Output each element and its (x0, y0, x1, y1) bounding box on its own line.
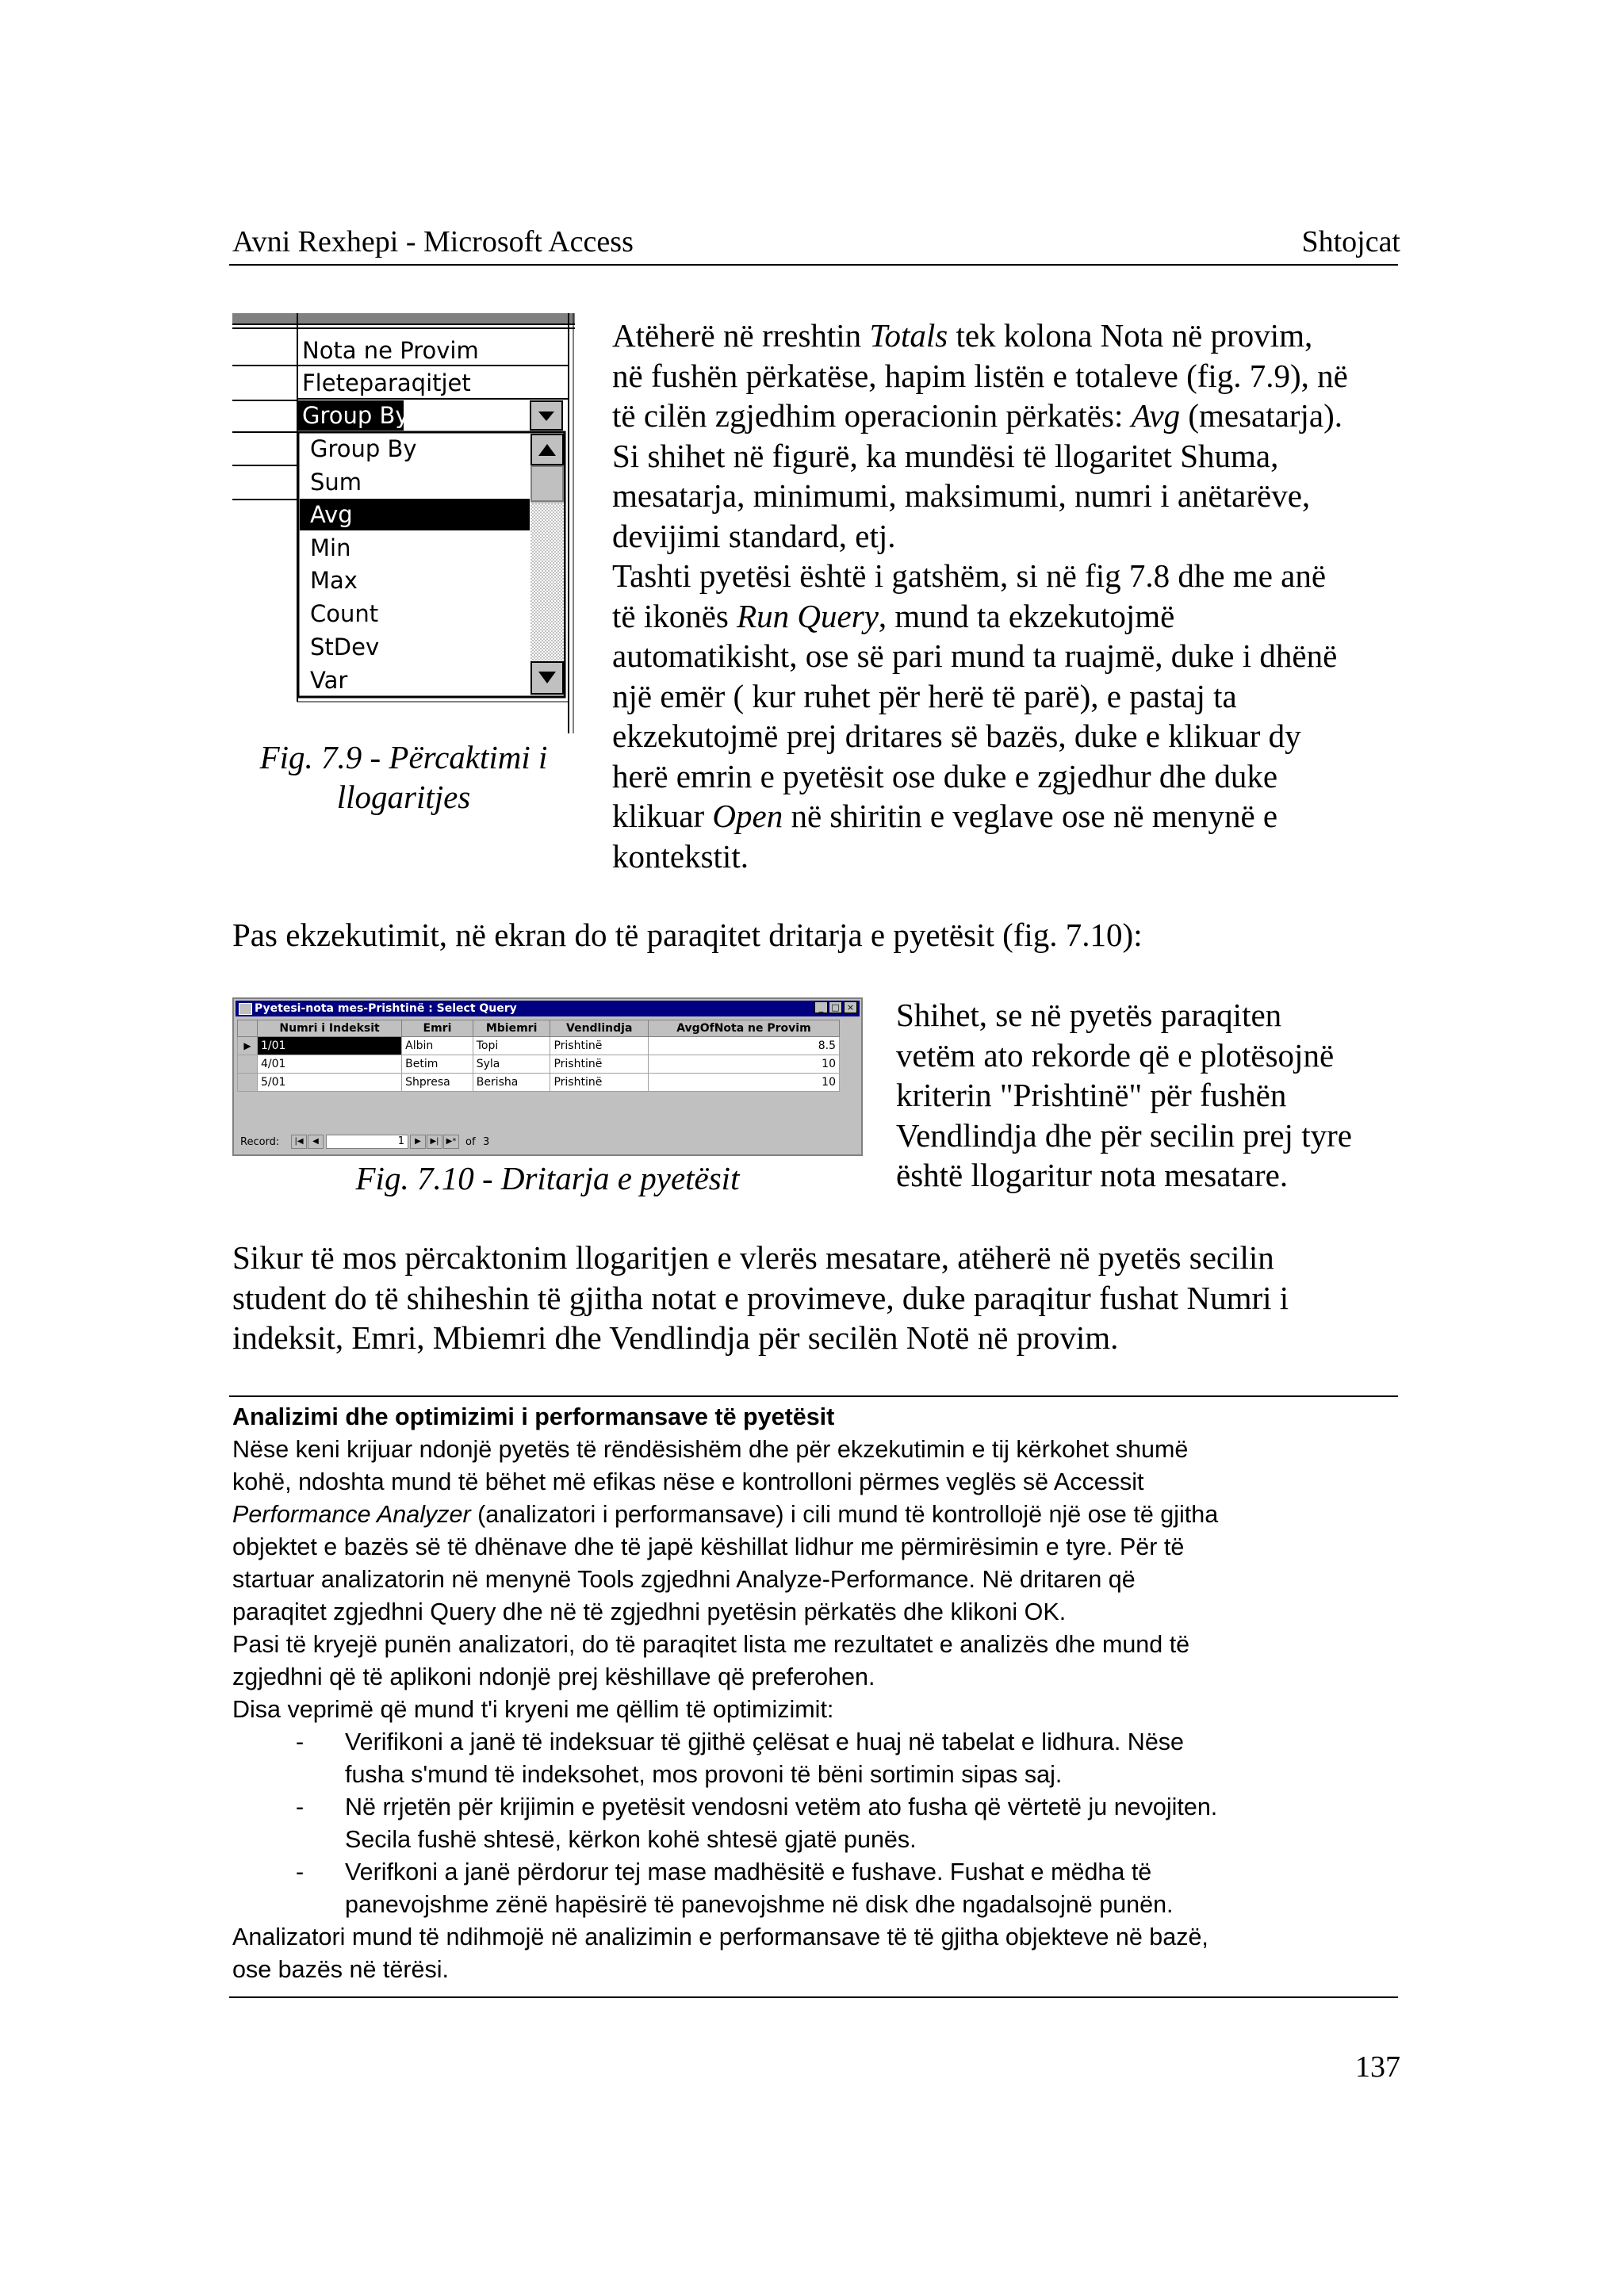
totals-option[interactable]: Sum (310, 469, 362, 496)
minimize-button[interactable]: _ (814, 1001, 828, 1013)
box-closing-paragraph (232, 1921, 1398, 1986)
record-of-label: of (465, 1136, 476, 1148)
figure-7-10-caption: Fig. 7.10 - Dritarja e pyetësit (355, 1160, 740, 1196)
bullet-item (232, 1856, 1398, 1921)
box-line: Pasi të kryejë punën analizatori, do të paraqitet lista me rezultatet e analizës dhe mund të (232, 1631, 1190, 1658)
totals-option[interactable]: Var (310, 667, 348, 694)
paragraph-line: Si shihet në figurë, ka mundësi të llogaritet Shuma, (612, 437, 1279, 474)
box-bottom-rule (229, 1996, 1398, 1998)
paragraph-line: ekzekutojmë prej dritares së bazës, duke e klikuar dy (612, 718, 1301, 754)
totals-option[interactable]: Min (310, 534, 351, 561)
empty-cell (258, 1092, 402, 1110)
empty-cell (473, 1092, 550, 1110)
table-cell[interactable]: Syla (473, 1055, 550, 1074)
column-header[interactable]: Vendlindja (550, 1020, 648, 1037)
totals-option[interactable]: Count (310, 600, 379, 627)
paragraph-line: të cilën zgjedhim operacionin përkatës: Avg (mesatarja). (612, 397, 1342, 434)
paragraph-line: në fushën përkatëse, hapim listën e totaleve (fig. 7.9), në (612, 357, 1348, 394)
sikur-paragraph (232, 1238, 1406, 1358)
paragraph-line: Sikur të mos përcaktonim llogaritjen e vlerës mesatare, atëherë në pyetës secilin (232, 1239, 1274, 1276)
bullet-line: Në rrjetën për krijimin e pyetësit vendosni vetëm ato fusha që vërtetë ju nevojiten. (345, 1793, 1218, 1820)
paragraph-line: indeksit, Emri, Mbiemri dhe Vendlindja për secilën Notë në provim. (232, 1319, 1119, 1356)
grid-field-fleteparaqitjet: Fleteparaqitjet (302, 369, 471, 396)
column-header[interactable]: Mbiemri (473, 1020, 550, 1037)
record-label: Record: (240, 1136, 280, 1148)
last-record-button[interactable]: ▶| (427, 1135, 442, 1149)
italic-term: Open (712, 798, 783, 834)
close-button[interactable]: × (844, 1001, 857, 1013)
box-bullet-list (232, 1726, 1398, 1921)
running-header-right: Shtojcat (1301, 225, 1400, 258)
table-cell[interactable]: Berisha (473, 1074, 550, 1092)
empty-row (238, 1092, 840, 1110)
next-record-button[interactable]: ▶ (410, 1135, 426, 1149)
table-cell[interactable]: Betim (402, 1055, 473, 1074)
box-line: ose bazës në tërësi. (232, 1956, 449, 1983)
table-row[interactable] (238, 1037, 840, 1055)
previous-record-button[interactable]: ◀ (308, 1135, 324, 1149)
table-cell[interactable]: Prishtinë (550, 1074, 648, 1092)
bullet-line: Secila fushë shtesë, kërkon kohë shtesë gjatë punës. (345, 1826, 917, 1853)
figure-7-10-side-text (896, 995, 1419, 1196)
figure-7-10-query-window (232, 997, 863, 1156)
paragraph-line: Atëherë në rreshtin Totals tek kolona Nota në provim, (612, 317, 1313, 354)
italic-term: Totals (869, 317, 948, 354)
totals-option[interactable]: Group By (310, 435, 417, 462)
box-line: Disa veprimë që mund t'i kryeni me qëllim të optimizimit: (232, 1696, 834, 1723)
empty-cell (402, 1110, 473, 1128)
paragraph-line: Tashti pyetësi është i gatshëm, si në fig 7.8 dhe me anë (612, 557, 1327, 594)
table-cell[interactable]: 10 (648, 1074, 839, 1092)
first-record-button[interactable]: |◀ (291, 1135, 307, 1149)
table-row[interactable] (238, 1055, 840, 1074)
bullet-line: panevojshme zënë hapësirë të panevojshme në disk dhe ngadalsojnë punën. (345, 1891, 1174, 1918)
record-total: 3 (483, 1136, 490, 1148)
paragraph-line: është llogaritur nota mesatare. (896, 1157, 1289, 1193)
paragraph-line: të ikonës Run Query, mund ta ekzekutojmë (612, 597, 1175, 634)
paragraph-line: automatikisht, ose së pari mund ta ruajmë, duke i dhënë (612, 637, 1338, 674)
bullet-line: Verifkoni a janë përdorur tej mase madhësitë e fushave. Fushat e mëdha të (345, 1859, 1152, 1885)
table-cell[interactable]: Prishtinë (550, 1055, 648, 1074)
totals-combo-value[interactable]: Group By (302, 402, 409, 429)
box-line: Analizatori mund të ndihmojë në analizimin e performansave të të gjitha objekteve në bazë, (232, 1924, 1208, 1950)
empty-row (238, 1110, 840, 1128)
table-row[interactable] (238, 1074, 840, 1092)
paragraph-line: kontekstit. (612, 837, 749, 875)
box-title: Analizimi dhe optimizimi i performansave të pyetësit (232, 1403, 835, 1430)
table-cell[interactable]: Albin (402, 1037, 473, 1055)
table-cell[interactable]: Shpresa (402, 1074, 473, 1092)
bullet-dash: - (296, 1859, 304, 1885)
window-app-icon (239, 1003, 252, 1015)
empty-cell (473, 1110, 550, 1128)
table-cell[interactable]: Topi (473, 1037, 550, 1055)
paragraph-line: kriterin "Prishtinë" për fushën (896, 1077, 1287, 1113)
totals-option[interactable]: Max (310, 567, 358, 594)
totals-option-selected[interactable]: Avg (310, 501, 353, 528)
paragraph-line: vetëm ato rekorde që e plotësojnë (896, 1036, 1335, 1074)
row-selector-header (238, 1020, 258, 1037)
empty-cell (550, 1110, 648, 1128)
column-header[interactable]: Numri i Indeksit (258, 1020, 402, 1037)
table-cell[interactable]: 1/01 (258, 1037, 402, 1055)
table-cell[interactable]: Prishtinë (550, 1037, 648, 1055)
bullet-line: Verifikoni a janë të indeksuar të gjithë çelësat e huaj në tabelat e lidhura. Nëse (345, 1728, 1185, 1755)
totals-option[interactable]: StDev (310, 634, 380, 660)
query-datasheet (237, 1020, 840, 1128)
paragraph-line: Vendlindja dhe për secilin prej tyre (896, 1116, 1352, 1154)
record-navigator (237, 1134, 840, 1151)
new-record-button[interactable]: ▶* (443, 1135, 459, 1149)
row-selector[interactable] (238, 1074, 258, 1092)
bullet-item (232, 1726, 1398, 1791)
row-selector[interactable]: ▶ (238, 1037, 258, 1055)
page-number: 137 (1355, 2050, 1400, 2084)
box-line: objektet e bazës së të dhënave dhe të japë këshillat lidhur me përmirësimin e tyre. Për të (232, 1533, 1185, 1560)
maximize-button[interactable]: □ (829, 1001, 842, 1013)
paragraph-line: mesatarja, minimumi, maksimumi, numri i anëtarëve, (612, 477, 1311, 514)
paragraph-line: devijimi standard, etj. (612, 517, 896, 554)
performance-analyzer-box (232, 1401, 1398, 1986)
italic-term: Performance Analyzer (232, 1501, 471, 1528)
paragraph-line: një emër ( kur ruhet për herë të parë), e pastaj ta (612, 677, 1237, 714)
figure-7-9-caption: Fig. 7.9 - Përcaktimi i llogaritjes (259, 739, 548, 815)
box-line: Performance Analyzer (analizatori i performansave) i cili mund të kontrollojë një ose të gjitha (232, 1501, 1219, 1528)
italic-term: Run Query (737, 597, 879, 634)
empty-cell (648, 1110, 839, 1128)
figure-7-9-totals-dropdown (232, 313, 575, 733)
empty-cell (550, 1092, 648, 1110)
bullet-dash: - (296, 1728, 304, 1755)
table-cell[interactable]: 4/01 (258, 1055, 402, 1074)
empty-cell (258, 1110, 402, 1128)
paragraph-line: student do të shiheshin të gjitha notat e provimeve, duke paraqitur fushat Numri i (232, 1279, 1289, 1316)
column-header[interactable]: Emri (402, 1020, 473, 1037)
window-title: Pyetesi-nota mes-Prishtinë : Select Query (255, 1002, 517, 1015)
table-cell[interactable]: 5/01 (258, 1074, 402, 1092)
header-rule (229, 264, 1398, 266)
box-line: Nëse keni krijuar ndonjë pyetës të rëndësishëm dhe për ekzekutimin e tij kërkohet shumë (232, 1436, 1189, 1463)
empty-cell (402, 1092, 473, 1110)
grid-field-nota: Nota ne Provim (302, 337, 479, 364)
empty-cell (238, 1092, 258, 1110)
bullet-item (232, 1791, 1398, 1856)
paragraph-line: klikuar Open në shiritin e veglave ose në menynë e (612, 798, 1278, 834)
italic-term: Avg (1131, 397, 1181, 434)
box-line: startuar analizatorin në menynë Tools zgjedhni Analyze-Performance. Në dritaren që (232, 1566, 1136, 1593)
column-header[interactable]: AvgOfNota ne Provim (648, 1020, 839, 1037)
row-selector[interactable] (238, 1055, 258, 1074)
empty-cell (238, 1110, 258, 1128)
box-line: paraqitet zgjedhni Query dhe në të zgjedhni pyetësin përkatës dhe klikoni OK. (232, 1598, 1067, 1625)
box-paragraph (232, 1434, 1398, 1726)
box-top-rule (229, 1395, 1398, 1397)
box-line: kohë, ndoshta mund të bëhet më efikas nëse e kontrolloni përmes veglës së Accessit (232, 1468, 1144, 1495)
bullet-line: fusha s'mund të indeksohet, mos provoni të bëni sortimin sipas saj. (345, 1761, 1063, 1788)
paragraph-line: herë emrin e pyetësit ose duke e zgjedhur dhe duke (612, 757, 1278, 794)
paragraph-line: Shihet, se në pyetës paraqiten (896, 997, 1282, 1033)
table-cell[interactable]: 10 (648, 1055, 839, 1074)
intro-paragraph (612, 316, 1405, 876)
record-number-input[interactable]: 1 (326, 1135, 408, 1149)
box-line: zgjedhni që të aplikoni ndonjë prej këshillave që preferohen. (232, 1663, 875, 1690)
empty-cell (648, 1092, 839, 1110)
pas-ekzekutimit-line: Pas ekzekutimit, në ekran do të paraqitet dritarja e pyetësit (fig. 7.10): (232, 917, 1143, 953)
running-header-left: Avni Rexhepi - Microsoft Access (232, 225, 634, 258)
query-window-titlebar (236, 1001, 860, 1016)
bullet-dash: - (296, 1793, 304, 1820)
table-cell[interactable]: 8.5 (648, 1037, 839, 1055)
